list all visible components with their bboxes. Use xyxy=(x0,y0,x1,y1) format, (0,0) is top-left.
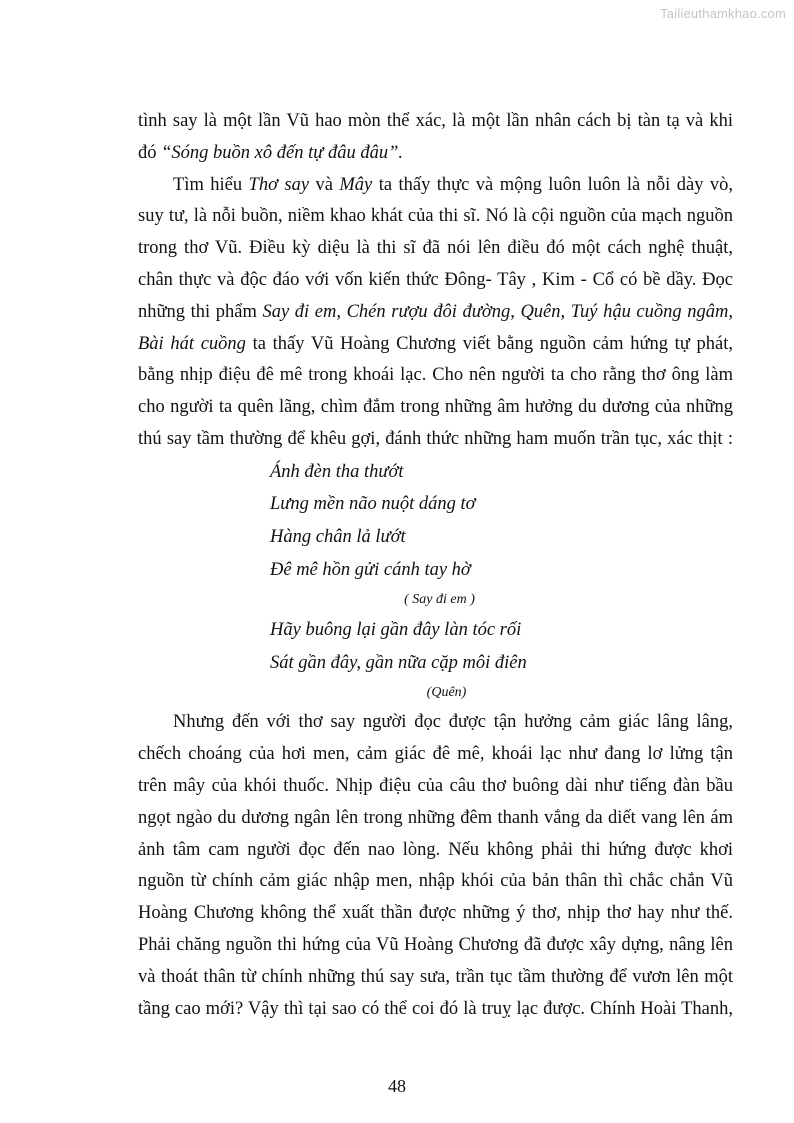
paragraph-1-line-1: tình say là một lần Vũ hao mòn thể xác, là một lần nhân cách bị tàn tạ và khi xyxy=(138,111,733,131)
paragraph-3-line-7: Hoàng Chương không thể xuất thần được những ý thơ, nhịp thơ hay như thế. xyxy=(138,903,733,924)
paragraph-3-line-3: trên mây của khói thuốc. Nhịp điệu của câu thơ buông dài như tiếng đàn bầu xyxy=(138,775,733,796)
work-title-bai-hat-cuong: Bài hát cuồng xyxy=(138,333,246,354)
paragraph-2-line-3: trong thơ Vũ. Điều kỳ diệu là thi sĩ đã nói lên điều đó một cách nghệ thuật, xyxy=(138,238,733,259)
poem-line: Ánh đèn tha thướt xyxy=(270,461,404,482)
poem-source: (Quên) xyxy=(426,685,467,701)
work-title-tho-say: Thơ say xyxy=(248,174,310,195)
work-title-may: Mây xyxy=(339,174,373,195)
paragraph-3-line-10: tầng cao mới? Vậy thì tại sao có thể coi đó là truỵ lạc được. Chính Hoài Thanh, xyxy=(138,998,733,1019)
poem-line: Đê mê hồn gửi cánh tay hờ xyxy=(270,559,471,580)
poem-source: ( Say đi em ) xyxy=(404,592,475,608)
poem-line: Hàng chân lả lướt xyxy=(270,526,406,547)
paragraph-2-line-7: bằng nhịp điệu đê mê trong khoái lạc. Cho nên người ta cho rằng thơ ông làm xyxy=(138,365,733,386)
paragraph-3-line-2: chếch choáng của hơi men, cảm giác đê mê, khoái lạc như đang lơ lửng tận xyxy=(138,744,733,765)
paragraph-2-line-8: cho người ta quên lãng, chìm đắm trong những âm hưởng du dương của những xyxy=(138,397,733,418)
text-segment: những thi phẩm xyxy=(138,301,263,322)
paragraph-3-line-6: nguồn từ chính cảm giác nhập men, nhập khói của bản thân thì chắc chắn Vũ xyxy=(138,871,733,892)
paragraph-2-line-9: thú say tầm thường để khêu gợi, đánh thức những ham muốn trần tục, xác thịt : xyxy=(138,428,733,449)
text-segment: Tìm hiểu xyxy=(173,174,249,195)
paragraph-2-line-4: chân thực và độc đáo với vốn kiến thức Đông- Tây , Kim - Cổ có bề dầy. Đọc xyxy=(138,269,733,290)
paragraph-2-line-6 xyxy=(138,329,733,361)
poem-line: Sát gần đây, gần nữa cặp môi điên xyxy=(270,652,527,673)
paragraph-3-line-5: ảnh tâm cam người đọc đến nao lòng. Nếu không phải thi hứng được khơi xyxy=(138,839,733,860)
paragraph-2-line-5 xyxy=(138,297,733,329)
paragraph-2-line-2: suy tư, là nỗi buồn, niềm khao khát của thi sĩ. Nó là cội nguồn của mạch nguồn xyxy=(138,206,733,227)
paragraph-1-line-2 xyxy=(138,138,733,170)
text-segment: ta thấy Vũ Hoàng Chương viết bằng nguồn cảm hứng tự phát, xyxy=(245,333,734,354)
paragraph-1-line-2-prefix: đó xyxy=(138,142,162,163)
page-number: 48 xyxy=(388,1076,406,1096)
work-titles-list: Say đi em, Chén rượu đôi đường, Quên, Tuý hậu cuồng ngâm, xyxy=(262,301,733,322)
watermark-text: Tailieuthamkhao.com xyxy=(660,6,786,21)
paragraph-3-line-8: Phải chăng nguồn thi hứng của Vũ Hoàng Chương đã được xây dựng, nâng lên xyxy=(138,934,733,955)
quoted-verse: “Sóng buồn xô đến tự đâu đâu”. xyxy=(161,142,403,163)
poem-excerpt-2 xyxy=(138,614,733,707)
paragraph-3-line-4: ngọt ngào du dương ngân lên trong những đêm thanh vắng da diết vang lên ám xyxy=(138,807,733,828)
page-body xyxy=(138,106,733,1025)
poem-line: Hãy buông lại gần đây làn tóc rối xyxy=(270,620,522,641)
text-segment: và xyxy=(309,174,340,195)
paragraph-2-line-1 xyxy=(138,170,733,202)
text-segment: ta thấy thực và mộng luôn luôn là nỗi dày vò, xyxy=(372,174,734,195)
paragraph-3-line-9: và thoát thân từ chính những thú say sưa, trần tục tầm thường để vươn lên một xyxy=(138,966,733,987)
paragraph-3-line-1: Nhưng đến với thơ say người đọc được tận hưởng cảm giác lâng lâng, xyxy=(173,712,733,733)
poem-line: Lưng mền não nuột dáng tơ xyxy=(270,494,476,515)
poem-excerpt-1 xyxy=(138,456,733,614)
